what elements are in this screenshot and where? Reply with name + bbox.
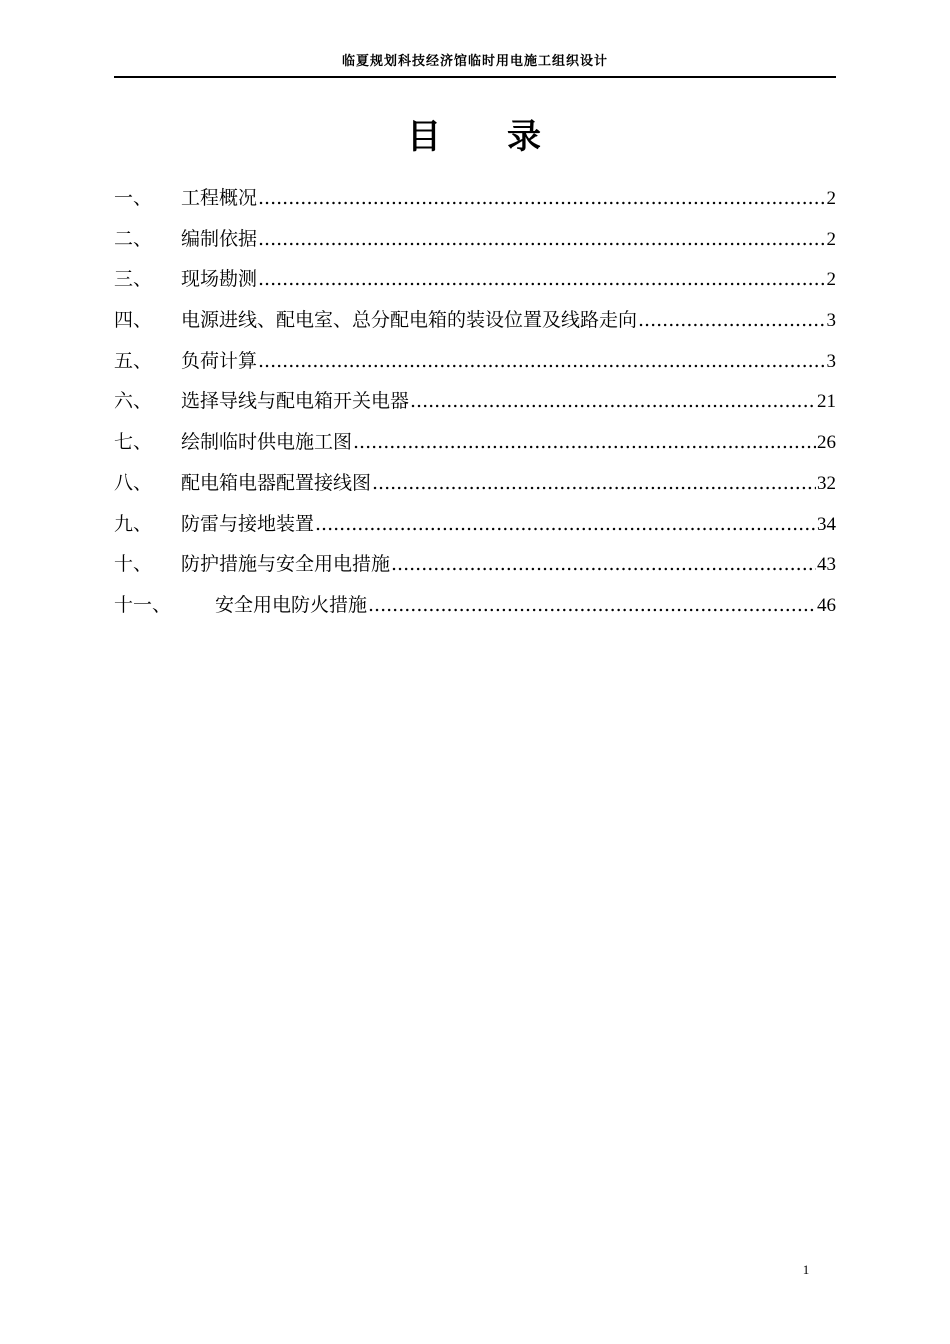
toc-entry-label: 电源进线、配电室、总分配电箱的装设位置及线路走向 [181,309,638,332]
running-header [114,50,836,78]
toc-entry-label: 防雷与接地装置 [181,512,315,535]
toc-leader-dots [258,219,825,260]
toc-entry[interactable] [114,422,836,463]
title-char-2: 录 [507,117,543,157]
toc-entry[interactable] [114,504,836,545]
toc-entry-number: 九、 [114,512,153,535]
toc-leader-dots [368,585,816,626]
toc-entry-page: 46 [817,594,836,616]
toc-entry-label: 安全用电防火措施 [215,593,368,616]
toc-entry-label: 工程概况 [181,187,258,209]
toc-entry-number: 七、 [114,431,153,454]
toc-entry[interactable] [114,544,836,585]
toc-entry-label: 配电箱电器配置接线图 [181,471,372,494]
toc-leader-dots [258,341,825,382]
toc-leader-dots [372,463,816,504]
toc-entry-label: 选择导线与配电箱开关电器 [181,390,410,413]
toc-entry-page: 2 [826,269,836,291]
toc-entry-number: 三、 [114,268,153,291]
toc-entry[interactable] [114,463,836,504]
toc-entry-number: 四、 [114,309,153,332]
toc-entry-label: 防护措施与安全用电措施 [181,553,391,576]
toc-entry-page: 2 [826,188,836,209]
toc-entry[interactable] [114,300,836,341]
toc-leader-dots [638,300,825,341]
toc-leader-dots [391,544,816,585]
toc-leader-dots [258,178,825,219]
toc-leader-dots [353,422,816,463]
toc-entry-page: 32 [817,472,836,494]
toc-entry-label: 负荷计算 [181,349,258,372]
page-title [0,112,950,162]
toc-entry[interactable] [114,219,836,260]
toc-entry-number: 十、 [114,553,153,576]
toc-entry[interactable] [114,585,836,626]
toc-entry-page: 2 [826,228,836,250]
toc-entry-number: 十一、 [114,593,172,616]
toc-entry-page: 3 [826,350,836,372]
header-title: 临夏规划科技经济馆临时用电施工组织设计 [341,54,608,69]
toc-entry[interactable] [114,178,836,219]
toc-entry-label: 现场勘测 [181,268,258,291]
toc-leader-dots [410,381,816,422]
toc-entry-page: 21 [817,391,836,413]
toc-entry-number: 六、 [114,390,153,413]
toc-entry-page: 26 [817,432,836,454]
toc-leader-dots [315,504,816,545]
toc-leader-dots [258,259,825,300]
toc-entry-label: 编制依据 [181,227,258,250]
toc-entry-number: 一、 [114,187,153,209]
toc-entry-number: 八、 [114,471,153,494]
toc-entry[interactable] [114,381,836,422]
toc-entry[interactable] [114,341,836,382]
page-number: 1 [802,1262,810,1277]
toc-entry-page: 34 [817,513,836,535]
toc-entry-page: 43 [817,554,836,576]
toc-entry-label: 绘制临时供电施工图 [181,431,353,454]
toc-entry-number: 二、 [114,227,153,250]
toc-entry[interactable] [114,259,836,300]
title-char-1: 目 [407,117,443,157]
table-of-contents [114,178,836,626]
toc-entry-number: 五、 [114,349,153,372]
toc-entry-page: 3 [826,310,836,332]
